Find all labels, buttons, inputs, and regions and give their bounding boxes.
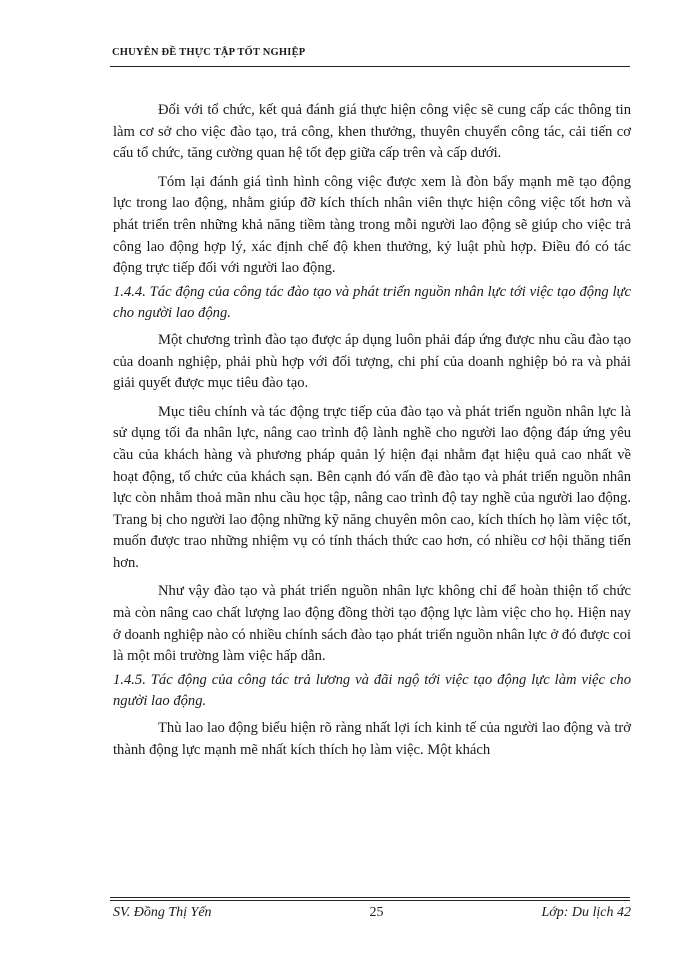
page-number: 25 bbox=[369, 905, 384, 920]
footer-student-name: SV. Đồng Thị Yến bbox=[113, 905, 212, 920]
footer-divider-secondary bbox=[110, 900, 630, 901]
section-heading-1-4-4: 1.4.4. Tác động của công tác đào tạo và phát triển nguồn nhân lực tới việc tạo động lực cho người lao động. bbox=[113, 283, 631, 322]
footer-class: Lớp: Du lịch 42 bbox=[541, 905, 631, 920]
page-footer bbox=[113, 905, 631, 921]
paragraph: Tóm lại đánh giá tình hình công việc được xem là đòn bẩy mạnh mẽ tạo động lực trong lao động, nhằm giúp đỡ kích thích nhân viên thực hiện công việc tốt hơn và phát triển trên những khả năng tiềm tàng trong mỗi người lao động sẽ giúp cho việc trả công lao động hợp lý, xác định chế độ khen thưởng, kỷ luật phù hợp. Điều đó có tác động trực tiếp đối với người lao động. bbox=[113, 173, 631, 277]
paragraph: Một chương trình đào tạo được áp dụng luôn phải đáp ứng được nhu cầu đào tạo của doanh nghiệp, phải phù hợp với đối tượng, chi phí của doanh nghiệp bỏ ra và phải giải quyết được mục tiêu đào tạo. bbox=[113, 331, 631, 392]
footer-divider bbox=[110, 897, 630, 898]
running-header: CHUYÊN ĐỀ THỰC TẬP TỐT NGHIỆP bbox=[112, 47, 306, 58]
document-body bbox=[113, 100, 631, 768]
paragraph: Đối với tổ chức, kết quả đánh giá thực hiện công việc sẽ cung cấp các thông tin làm cơ sở cho việc đào tạo, trả công, khen thưởng, thuyên chuyển công tác, cải tiến cơ cấu tổ chức, tăng cường quan hệ tốt đẹp giữa cấp trên và cấp dưới. bbox=[113, 102, 631, 162]
paragraph: Mục tiêu chính và tác động trực tiếp của đào tạo và phát triển nguồn nhân lực là sử dụng tối đa nhân lực, nâng cao trình độ lành nghề cho người lao động đáp ứng yêu cầu của khách hàng và phương pháp quản lý hiện đại nhằm đạt hiệu quả cao nhất về hoạt động, tổ chức của khách sạn. Bên cạnh đó vấn đề đào tạo và phát triển nguồn nhân lực còn nhằm thoả mãn nhu cầu học tập, nâng cao trình độ tay nghề của người lao động. Trang bị cho người lao động những kỹ năng chuyên môn cao, kích thích họ làm việc tốt, muốn được trao những nhiệm vụ có tính thách thức cao hơn, có nhiều cơ hội thăng tiến hơn. bbox=[113, 403, 631, 571]
section-heading-1-4-5: 1.4.5. Tác động của công tác trả lương và đãi ngộ tới việc tạo động lực làm việc cho người lao động. bbox=[113, 671, 631, 710]
paragraph: Như vậy đào tạo và phát triển nguồn nhân lực không chỉ để hoàn thiện tổ chức mà còn nâng cao chất lượng lao động đồng thời tạo động lực làm việc cho họ. Hiện nay ở doanh nghiệp nào có nhiều chính sách đào tạo phát triển nguồn nhân lực ở đó được coi là một môi trường làm việc hấp dẫn. bbox=[113, 583, 631, 665]
paragraph: Thù lao lao động biểu hiện rõ ràng nhất lợi ích kinh tế của người lao động và trở thành động lực mạnh mẽ nhất kích thích họ làm việc. Một khách bbox=[113, 720, 631, 758]
header-divider bbox=[110, 66, 630, 67]
